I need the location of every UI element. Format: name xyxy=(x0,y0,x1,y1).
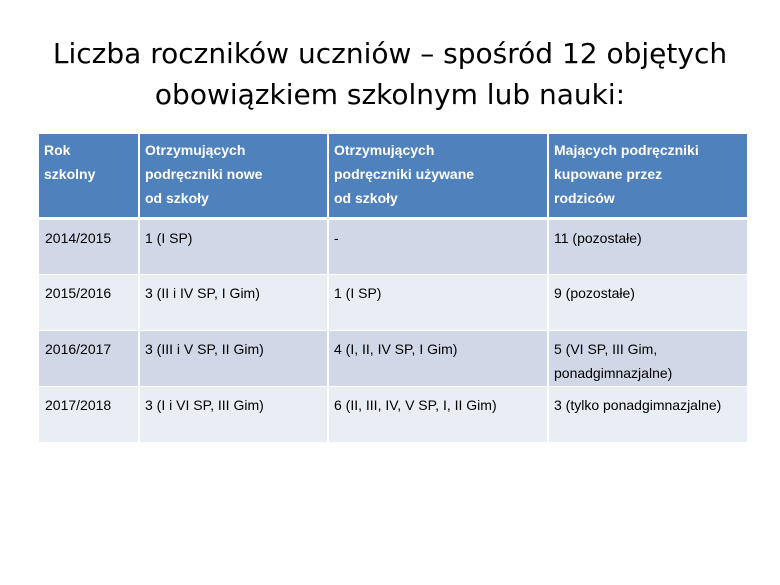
table-row xyxy=(39,218,747,274)
table-row xyxy=(39,386,747,442)
table-cell-parents: 9 (pozostałe) xyxy=(548,274,747,330)
header-parent-bought xyxy=(548,134,747,218)
slide-title-line-1: Liczba roczników uczniów – spośród 12 objętych xyxy=(52,37,728,70)
table-cell-used: 6 (II, III, IV, V SP, I, II Gim) xyxy=(328,386,548,442)
header-new-books xyxy=(139,134,328,218)
slide-title xyxy=(0,33,780,115)
table-cell-used: - xyxy=(328,218,548,274)
table-cell-new: 1 (I SP) xyxy=(139,218,328,274)
table-cell-year: 2017/2018 xyxy=(39,386,139,442)
table-cell-new: 3 (II i IV SP, I Gim) xyxy=(139,274,328,330)
table-cell-year: 2016/2017 xyxy=(39,330,139,386)
header-text-line: podręczniki używane xyxy=(334,166,475,182)
table-cell-parents: 5 (VI SP, III Gim, ponadgimnazjalne) xyxy=(548,330,747,386)
table-cell-used: 4 (I, II, IV SP, I Gim) xyxy=(328,330,548,386)
header-text-line: Otrzymujących xyxy=(334,142,435,158)
header-school-year xyxy=(39,134,139,218)
header-text-line: rodziców xyxy=(554,190,615,206)
table-cell-parents: 3 (tylko ponadgimnazjalne) xyxy=(548,386,747,442)
header-text-line: szkolny xyxy=(44,166,96,182)
table-cell-used: 1 (I SP) xyxy=(328,274,548,330)
table-cell-parents: 11 (pozostałe) xyxy=(548,218,747,274)
header-text-line: Mających podręczniki xyxy=(554,142,699,158)
data-table xyxy=(39,134,747,442)
header-text-line: od szkoły xyxy=(334,190,398,206)
table-cell-year: 2015/2016 xyxy=(39,274,139,330)
header-text-line: od szkoły xyxy=(145,190,209,206)
header-text-line: Rok xyxy=(44,142,71,158)
table-cell-new: 3 (III i V SP, II Gim) xyxy=(139,330,328,386)
header-text-line: podręczniki nowe xyxy=(145,166,263,182)
table-header-row xyxy=(39,134,747,218)
table-cell-new: 3 (I i VI SP, III Gim) xyxy=(139,386,328,442)
header-used-books xyxy=(328,134,548,218)
table-cell-year: 2014/2015 xyxy=(39,218,139,274)
slide-title-line-2: obowiązkiem szkolnym lub nauki: xyxy=(154,78,626,111)
header-text-line: Otrzymujących xyxy=(145,142,246,158)
header-text-line: kupowane przez xyxy=(554,166,663,182)
table-row xyxy=(39,330,747,386)
table-row xyxy=(39,274,747,330)
